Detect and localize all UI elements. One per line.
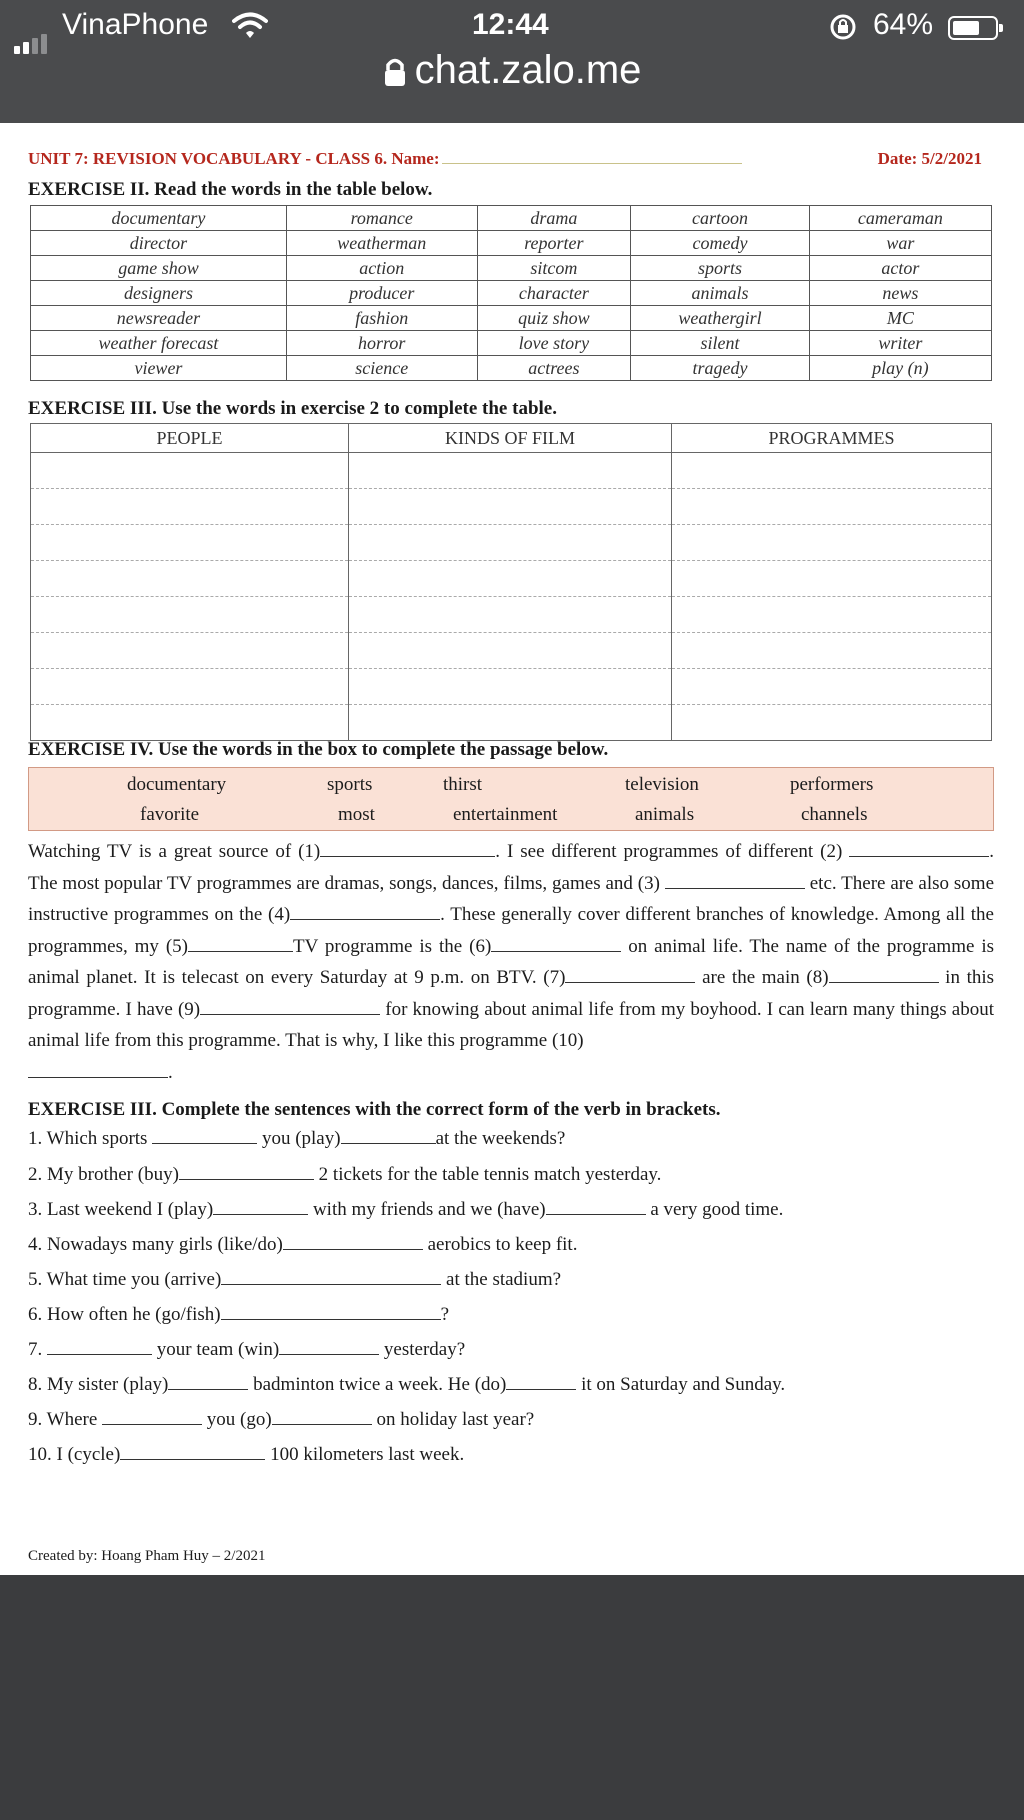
battery-icon (948, 16, 998, 40)
rotation-lock-icon (828, 12, 858, 42)
answer-cell (31, 669, 349, 705)
sentence-8: 8. My sister (play) badminton twice a week. He (do) it on Saturday and Sunday. (28, 1374, 786, 1395)
vocabulary-word: documentary (31, 206, 287, 231)
empty-answer-row (31, 525, 992, 561)
box-word: television (625, 774, 699, 795)
answer-cell (349, 705, 672, 741)
exercise-4-title: EXERCISE IV. Use the words in the box to complete the passage below. (28, 739, 609, 760)
vocabulary-word: animals (631, 281, 810, 306)
title-text: UNIT 7: REVISION VOCABULARY - CLASS 6. Name: (28, 149, 440, 168)
clock: 12:44 (472, 8, 549, 41)
exercise-3-title: EXERCISE III. Use the words in exercise 2 to complete the table. (28, 398, 557, 419)
vocabulary-word: cartoon (631, 206, 810, 231)
sentence-10: 10. I (cycle) 100 kilometers last week. (28, 1444, 465, 1465)
vocabulary-row (31, 206, 992, 231)
answer-cell (672, 669, 992, 705)
answer-cell (672, 489, 992, 525)
sentence-1: 1. Which sports you (play) at the weekends? (28, 1128, 566, 1149)
box-word: most (338, 804, 375, 825)
word-box (28, 767, 994, 831)
box-word: favorite (140, 804, 200, 825)
vocabulary-row (31, 331, 992, 356)
answer-cell (31, 489, 349, 525)
empty-answer-row (31, 489, 992, 525)
vocabulary-word: weather forecast (31, 331, 287, 356)
vocabulary-row (31, 281, 992, 306)
vocabulary-word: weathergirl (631, 306, 810, 331)
passage: Watching TV is a great source of (1) . I see different programmes of different (2) . The most popular TV programmes are dramas, songs, dances, films, games and (3) etc. There are also some instructive programmes on the (4) . These generally cover different branches of knowledge. Among all the programmes, my (5) TV programme is the (6) on animal life. The name of the programme is animal planet. It is telecast on every Saturday at 9 p.m. on BTV. (7) are the main (8) in this programme. I have (9) for knowing about animal life from my boyhood. I can learn many things about animal life from this programme. That is why, I like this programme (10) . (28, 841, 995, 1083)
exercise-5-title: EXERCISE III. Complete the sentences with the correct form of the verb in brackets. (28, 1099, 721, 1120)
vocabulary-word: tragedy (631, 356, 810, 381)
box-word: sports (327, 774, 373, 795)
vocabulary-word: cameraman (809, 206, 991, 231)
vocabulary-word: romance (286, 206, 477, 231)
vocabulary-row (31, 306, 992, 331)
battery-percent: 64% (873, 8, 934, 41)
vocabulary-word: actor (809, 256, 991, 281)
vocabulary-table (30, 205, 992, 381)
vocabulary-word: newsreader (31, 306, 287, 331)
padlock-icon (383, 57, 407, 87)
answer-cell (672, 597, 992, 633)
url-text: chat.zalo.me (414, 48, 642, 92)
vocabulary-word: love story (477, 331, 631, 356)
vocabulary-word: MC (809, 306, 991, 331)
ios-top-bar (0, 0, 1024, 123)
sentence-3: 3. Last weekend I (play) with my friends and we (have) a very good time. (28, 1199, 784, 1220)
box-word: thirst (443, 774, 483, 795)
worksheet-date: Date: 5/2/2021 (877, 149, 982, 168)
box-word: animals (635, 804, 695, 825)
empty-answer-row (31, 453, 992, 489)
status-bar (0, 6, 1024, 46)
vocabulary-word: war (809, 231, 991, 256)
exercise-2-title: EXERCISE II. Read the words in the table below. (28, 179, 433, 200)
answer-cell (31, 453, 349, 489)
vocabulary-word: action (286, 256, 477, 281)
vocabulary-word: play (n) (809, 356, 991, 381)
answer-cell (672, 633, 992, 669)
empty-answer-row (31, 633, 992, 669)
vocabulary-word: writer (809, 331, 991, 356)
vocabulary-word: news (809, 281, 991, 306)
author-credit: Created by: Hoang Pham Huy – 2/2021 (28, 1548, 266, 1564)
answer-cell (349, 489, 672, 525)
vocabulary-word: quiz show (477, 306, 631, 331)
empty-viewer-background (0, 1575, 1024, 1820)
vocabulary-row (31, 356, 992, 381)
box-word: documentary (127, 774, 227, 795)
classification-table (30, 423, 992, 741)
answer-cell (672, 525, 992, 561)
answer-cell (672, 453, 992, 489)
answer-cell (31, 561, 349, 597)
answer-cell (349, 633, 672, 669)
box-word: performers (790, 774, 874, 795)
box-word: entertainment (453, 804, 558, 825)
column-header-programmes: PROGRAMMES (672, 424, 992, 453)
vocabulary-word: viewer (31, 356, 287, 381)
answer-cell (349, 597, 672, 633)
vocabulary-word: designers (31, 281, 287, 306)
vocabulary-word: character (477, 281, 631, 306)
sentence-9: 9. Where you (go) on holiday last year? (28, 1409, 535, 1430)
answer-cell (349, 525, 672, 561)
vocabulary-row (31, 231, 992, 256)
vocabulary-word: director (31, 231, 287, 256)
sentence-4: 4. Nowadays many girls (like/do) aerobics to keep fit. (28, 1234, 578, 1255)
answer-cell (349, 453, 672, 489)
vocabulary-word: game show (31, 256, 287, 281)
vocabulary-word: science (286, 356, 477, 381)
vocabulary-word: actrees (477, 356, 631, 381)
sentence-2: 2. My brother (buy) 2 tickets for the table tennis match yesterday. (28, 1164, 662, 1185)
answer-cell (672, 561, 992, 597)
vocabulary-word: producer (286, 281, 477, 306)
answer-cell (349, 669, 672, 705)
vocabulary-word: sports (631, 256, 810, 281)
answer-cell (31, 633, 349, 669)
vocabulary-word: sitcom (477, 256, 631, 281)
empty-answer-row (31, 669, 992, 705)
empty-answer-row (31, 561, 992, 597)
answer-cell (31, 597, 349, 633)
empty-answer-row (31, 597, 992, 633)
column-header-people: PEOPLE (31, 424, 349, 453)
vocabulary-word: horror (286, 331, 477, 356)
sentence-7: 7. your team (win) yesterday? (28, 1339, 466, 1360)
answer-cell (349, 561, 672, 597)
battery-fill (953, 21, 979, 35)
empty-answer-row (31, 705, 992, 741)
answer-cell (31, 525, 349, 561)
sentence-5: 5. What time you (arrive) at the stadium? (28, 1269, 562, 1290)
answer-cell (31, 705, 349, 741)
vocabulary-word: fashion (286, 306, 477, 331)
vocabulary-word: silent (631, 331, 810, 356)
worksheet-image (0, 123, 1024, 1575)
sentence-6: 6. How often he (go/fish) ? (28, 1304, 450, 1325)
box-word: channels (801, 804, 868, 825)
vocabulary-word: comedy (631, 231, 810, 256)
column-header-kinds-of-film: KINDS OF FILM (349, 424, 672, 453)
vocabulary-word: reporter (477, 231, 631, 256)
vocabulary-word: drama (477, 206, 631, 231)
address-bar[interactable] (0, 48, 1024, 93)
answer-cell (672, 705, 992, 741)
wifi-icon (232, 12, 268, 40)
vocabulary-word: weatherman (286, 231, 477, 256)
vocabulary-row (31, 256, 992, 281)
carrier-name: VinaPhone (62, 8, 209, 41)
worksheet-title (28, 149, 994, 169)
